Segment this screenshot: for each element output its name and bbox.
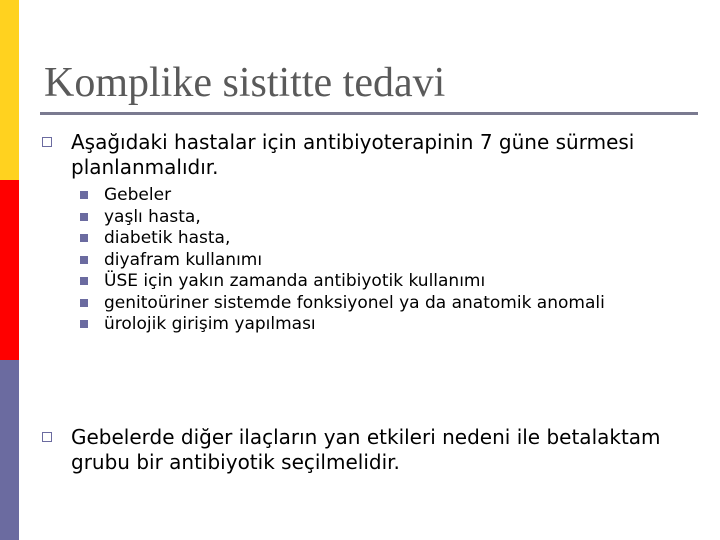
sub-list-item — [80, 207, 640, 229]
hollow-square-bullet-icon — [42, 137, 52, 147]
sub-item-text: yaşlı hasta, — [104, 206, 201, 227]
accent-bar-yellow — [0, 0, 19, 180]
sub-item-text: ürolojik girişim yapılması — [104, 314, 316, 334]
sub-item-text: diabetik hasta, — [104, 228, 231, 248]
filled-square-bullet-icon — [80, 256, 88, 264]
accent-bar-purple — [0, 360, 19, 540]
sub-item-text: Gebeler — [104, 185, 172, 205]
filled-square-bullet-icon — [80, 277, 88, 285]
filled-square-bullet-icon — [80, 320, 88, 328]
sub-list-item — [80, 250, 640, 272]
sub-list-item — [80, 293, 640, 315]
sub-list-item — [80, 228, 640, 250]
slide-title: Komplike sistitte tedavi — [44, 60, 446, 106]
hollow-square-bullet-icon — [42, 432, 52, 442]
bullet-text: Aşağıdaki hastalar için antibiyoterapinin 7 güne sürmesi planlanmalıdır. — [71, 130, 635, 179]
sub-item-text: genitoüriner sistemde fonksiyonel ya da anatomik anomali — [104, 292, 605, 313]
sub-bullet-list — [80, 185, 640, 336]
filled-square-bullet-icon — [80, 234, 88, 242]
sub-item-text: ÜSE için yakın zamanda antibiyotik kullanımı — [104, 271, 486, 291]
filled-square-bullet-icon — [80, 191, 88, 199]
bullet-text: Gebelerde diğer ilaçların yan etkileri nedeni ile betalaktam grubu bir antibiyotik seçilmelidir. — [71, 425, 661, 474]
sub-list-item — [80, 185, 640, 207]
bullet-pregnancy-betalactam — [42, 425, 692, 475]
title-underline — [40, 112, 698, 115]
filled-square-bullet-icon — [80, 299, 88, 307]
filled-square-bullet-icon — [80, 213, 88, 221]
bullet-antibiotherapy-duration — [42, 130, 692, 180]
accent-bar-red — [0, 180, 19, 360]
sub-list-item — [80, 314, 640, 336]
sub-item-text: diyafram kullanımı — [104, 249, 263, 270]
sub-list-item — [80, 271, 640, 293]
